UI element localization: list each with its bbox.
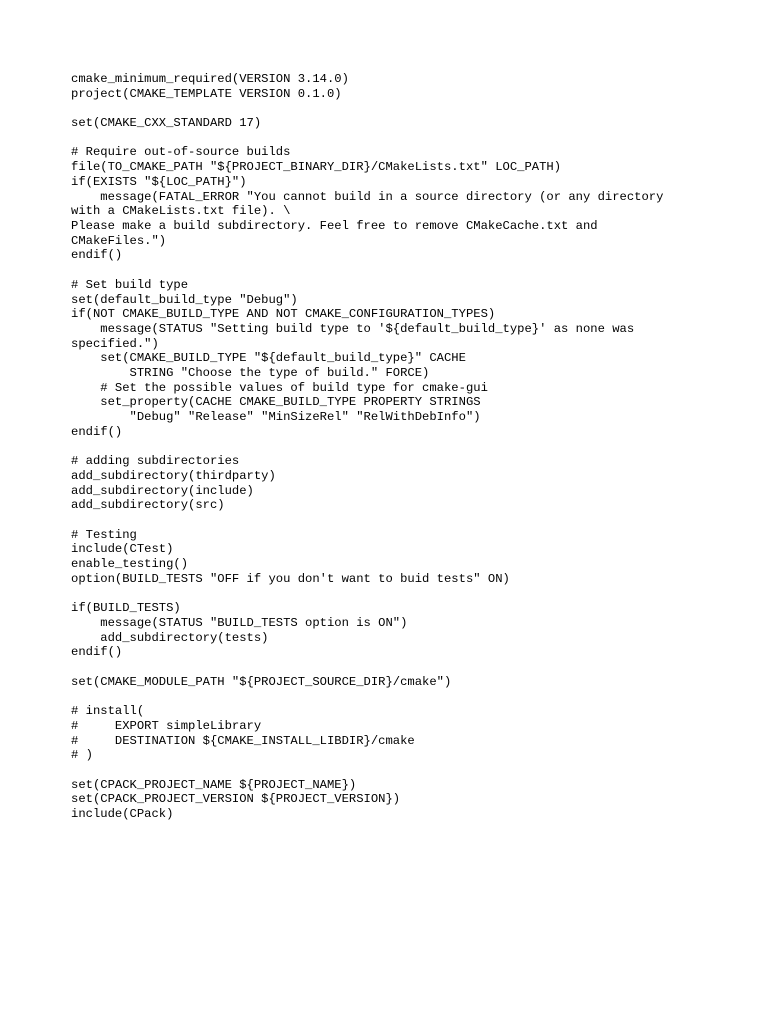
code-line: message(FATAL_ERROR "You cannot build in a source directory (or any directory (71, 189, 664, 204)
code-line: cmake_minimum_required(VERSION 3.14.0) (71, 72, 349, 86)
code-line: message(STATUS "Setting build type to '${default_build_type}' as none was (71, 321, 635, 336)
code-line: add_subdirectory(src) (71, 498, 225, 513)
code-line: # ) (71, 748, 93, 763)
code-line: add_subdirectory(include) (71, 483, 254, 498)
code-line: message(STATUS "BUILD_TESTS option is ON") (71, 615, 408, 630)
code-line: set(CPACK_PROJECT_NAME ${PROJECT_NAME}) (71, 777, 357, 792)
code-line: # Set build type (71, 277, 189, 292)
code-line (71, 660, 711, 675)
code-line: file(TO_CMAKE_PATH "${PROJECT_BINARY_DIR}/CMakeLists.txt" LOC_PATH) (71, 160, 562, 175)
code-line (71, 440, 711, 455)
code-line: endif() (71, 645, 123, 660)
code-line: add_subdirectory(tests) (71, 630, 269, 645)
code-line: # Set the possible values of build type for cmake-gui (71, 380, 488, 395)
code-line: option(BUILD_TESTS "OFF if you don't want to buid tests" ON) (71, 571, 510, 586)
code-line (71, 263, 711, 278)
code-line (71, 689, 711, 704)
code-line: set(default_build_type "Debug") (71, 292, 298, 307)
code-line: specified.") (71, 336, 159, 351)
code-line: # Testing (71, 527, 137, 542)
code-line (71, 101, 711, 116)
code-line: if(EXISTS "${LOC_PATH}") (71, 174, 247, 189)
code-line (71, 513, 711, 528)
code-line: if(BUILD_TESTS) (71, 601, 181, 616)
code-line: set(CMAKE_BUILD_TYPE "${default_build_type}" CACHE (71, 351, 466, 366)
code-line: CMakeFiles.") (71, 233, 167, 248)
code-line: include(CPack) (71, 807, 174, 822)
code-line: # install( (71, 704, 145, 719)
code-listing (71, 72, 711, 822)
code-line: include(CTest) (71, 542, 174, 557)
code-line (71, 131, 711, 146)
code-line: # adding subdirectories (71, 454, 240, 469)
code-line: enable_testing() (71, 557, 189, 572)
code-line: project(CMAKE_TEMPLATE VERSION 0.1.0) (71, 86, 342, 101)
code-line (71, 763, 711, 778)
code-line: set(CPACK_PROJECT_VERSION ${PROJECT_VERSION}) (71, 792, 401, 807)
code-line: set(CMAKE_CXX_STANDARD 17) (71, 116, 262, 131)
code-line: # DESTINATION ${CMAKE_INSTALL_LIBDIR}/cmake (71, 733, 415, 748)
code-line: set_property(CACHE CMAKE_BUILD_TYPE PROPERTY STRINGS (71, 395, 481, 410)
code-line: endif() (71, 248, 123, 263)
code-line: STRING "Choose the type of build." FORCE) (71, 366, 430, 381)
code-line: add_subdirectory(thirdparty) (71, 468, 276, 483)
code-line: "Debug" "Release" "MinSizeRel" "RelWithDebInfo") (71, 410, 481, 425)
code-line: # EXPORT simpleLibrary (71, 718, 262, 733)
code-line: set(CMAKE_MODULE_PATH "${PROJECT_SOURCE_DIR}/cmake") (71, 674, 452, 689)
code-line: endif() (71, 424, 123, 439)
code-line: if(NOT CMAKE_BUILD_TYPE AND NOT CMAKE_CONFIGURATION_TYPES) (71, 307, 496, 322)
code-line: with a CMakeLists.txt file). \ (71, 204, 291, 219)
code-line: Please make a build subdirectory. Feel free to remove CMakeCache.txt and (71, 219, 598, 233)
code-line (71, 587, 711, 602)
code-line: # Require out-of-source builds (71, 145, 291, 160)
